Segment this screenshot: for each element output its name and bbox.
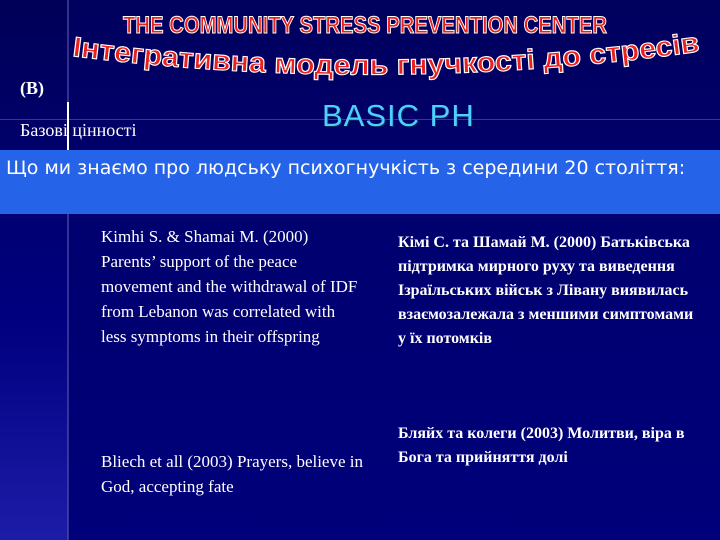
study-1-ukrainian: Кімі С. та Шамай М. (2000) Батьківська підтримка мирного руху та виведення Ізраїльських військ з Лівану виявилась взаємозалежала з меншими симптомами у їх потомків — [398, 234, 694, 347]
header-english-text: THE COMMUNITY STRESS PREVENTION CENTER — [123, 12, 607, 39]
header-ukrainian-text — [71, 27, 701, 81]
study-2-ukrainian: Бляйх та колеги (2003) Молитви, віра в Бога та прийняття долі — [398, 425, 685, 466]
section-label: Базові цінності — [20, 120, 137, 140]
model-name: BASIC PH — [322, 98, 475, 133]
section-letter: (B) — [20, 78, 44, 98]
banner-text: Що ми знаємо про людську психогнучкість з середини 20 століття: — [6, 157, 686, 179]
study-2-english: Bliech et all (2003) Prayers, believe in God, accepting fate — [101, 452, 363, 496]
header-ukrainian-path: Інтегративна модель гнучкості до стресів — [71, 26, 700, 81]
study-1-english: Kimhi S. & Shamai M. (2000) Parents’ support of the peace movement and the withdrawal of IDF from Lebanon was correlated with less symptoms in their offspring — [101, 227, 358, 346]
